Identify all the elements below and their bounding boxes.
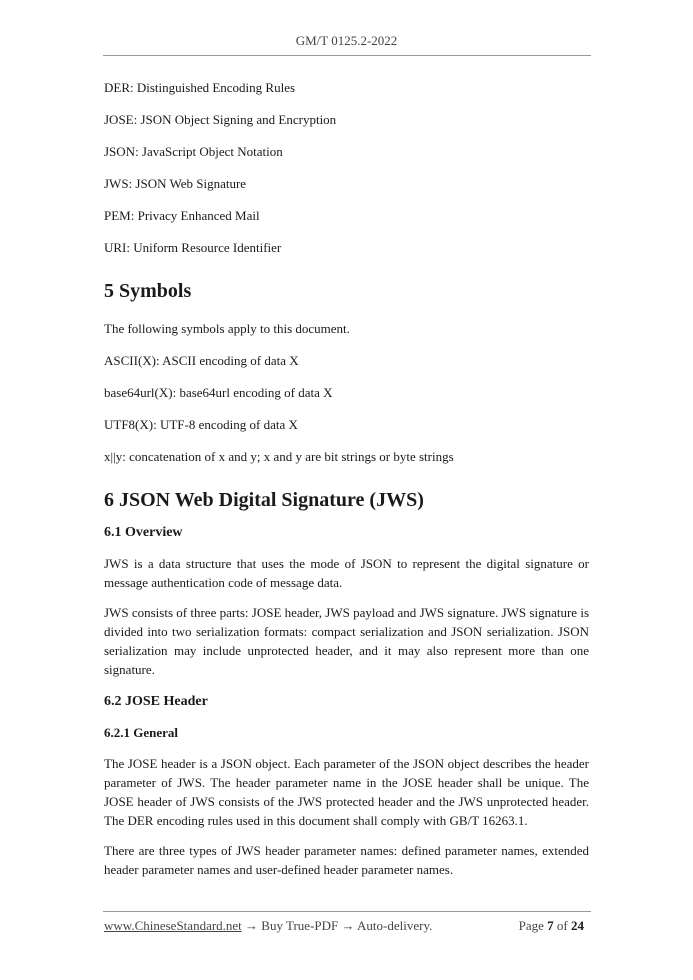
of-word: of (556, 918, 568, 933)
symbol-ascii: ASCII(X): ASCII encoding of data X (104, 353, 299, 368)
footer-divider (103, 911, 591, 912)
page-counter (519, 918, 584, 934)
symbol-concat: x||y: concatenation of x and y; x and y are bit strings or byte strings (104, 449, 454, 464)
page-content (104, 78, 589, 879)
abbr-json: JSON: JavaScript Object Notation (104, 144, 283, 159)
section-5-heading: 5 Symbols (104, 280, 192, 302)
overview-paragraph-2: JWS consists of three parts: JOSE header, JWS payload and JWS signature. JWS signature is divided into two serialization formats: compact serialization and JSON serialization. JSON serialization may include unprotected header, and it may also represent more than one signature. (104, 605, 589, 677)
footer-site-link[interactable]: www.ChineseStandard.net (104, 918, 242, 933)
abbr-uri: URI: Uniform Resource Identifier (104, 240, 282, 255)
symbol-utf8: UTF8(X): UTF-8 encoding of data X (104, 417, 298, 432)
general-paragraph-1: The JOSE header is a JSON object. Each parameter of the JSON object describes the header parameter of JWS. The header parameter name in the JOSE header shall be unique. The JOSE header of JWS consists of the JWS protected header and the JWS unprotected header. The DER encoding rules used in this document shall comply with GB/T 16263.1. (104, 756, 589, 828)
header-doc-id: GM/T 0125.2-2022 (295, 33, 398, 48)
symbol-base64url: base64url(X): base64url encoding of data X (104, 385, 333, 400)
section-6-2-1-heading: 6.2.1 General (104, 725, 179, 740)
general-paragraph-2: There are three types of JWS header parameter names: defined parameter names, extended header parameter names and user-defined header parameter names. (104, 843, 589, 877)
footer-delivery-text: → Buy True-PDF → Auto-delivery. (241, 918, 433, 933)
abbr-pem: PEM: Privacy Enhanced Mail (104, 208, 260, 223)
header-divider (103, 55, 591, 56)
section-6-heading: 6 JSON Web Digital Signature (JWS) (104, 489, 424, 511)
overview-paragraph-1: JWS is a data structure that uses the mode of JSON to represent the digital signature or message authentication code of message data. (104, 556, 589, 590)
page-word: Page (518, 918, 544, 933)
total-pages: 24 (571, 918, 584, 933)
footer (104, 918, 589, 934)
page-number: 7 (547, 918, 554, 933)
section-6-1-heading: 6.1 Overview (104, 525, 183, 540)
abbr-jose: JOSE: JSON Object Signing and Encryption (104, 112, 337, 127)
abbr-jws: JWS: JSON Web Signature (104, 176, 247, 191)
symbols-intro: The following symbols apply to this document. (104, 321, 350, 336)
abbr-der: DER: Distinguished Encoding Rules (104, 80, 296, 95)
section-6-2-heading: 6.2 JOSE Header (104, 694, 208, 709)
